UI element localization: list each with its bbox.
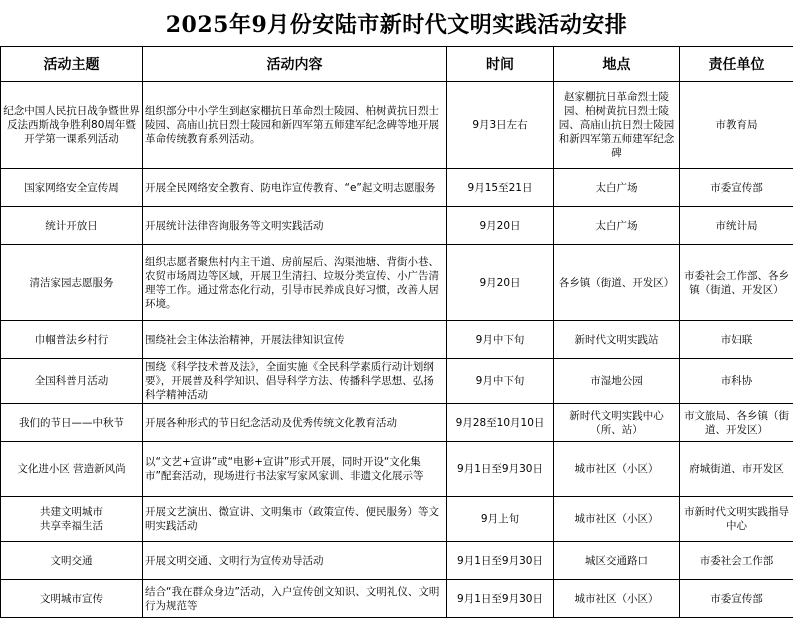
cell-time: 9月20日 — [447, 245, 554, 321]
cell-place: 市湿地公园 — [554, 359, 680, 404]
cell-place: 太白广场 — [554, 169, 680, 207]
cell-time: 9月3日左右 — [447, 82, 554, 169]
cell-place: 新时代文明实践中心（所、站） — [554, 404, 680, 442]
cell-place: 城市社区（小区） — [554, 580, 680, 618]
cell-time: 9月1日至9月30日 — [447, 442, 554, 497]
cell-unit: 市文旅局、各乡镇（街道、开发区） — [680, 404, 793, 442]
header-time: 时间 — [447, 47, 554, 82]
table-row — [1, 442, 793, 497]
cell-time: 9月28至10月10日 — [447, 404, 554, 442]
cell-place: 城区交通路口 — [554, 542, 680, 580]
cell-time: 9月上旬 — [447, 497, 554, 542]
table-row — [1, 169, 793, 207]
cell-content: 围绕《科学技术普及法》，全面实施《全民科学素质行动计划纲要》，开展普及科学知识、倡导科学方法、传播科学思想、弘扬科学精神活动 — [143, 359, 447, 404]
cell-content: 开展文艺演出、微宣讲、文明集市（政策宣传、便民服务）等文明实践活动 — [143, 497, 447, 542]
cell-content: 开展各种形式的节日纪念活动及优秀传统文化教育活动 — [143, 404, 447, 442]
cell-unit: 市委社会工作部 — [680, 542, 793, 580]
cell-place: 城市社区（小区） — [554, 442, 680, 497]
table-row — [1, 207, 793, 245]
table-row — [1, 542, 793, 580]
cell-theme: 巾帼普法乡村行 — [1, 321, 143, 359]
table-row — [1, 82, 793, 169]
page-title: 2025年9月份安陆市新时代文明实践活动安排 — [165, 11, 628, 38]
cell-theme: 文明交通 — [1, 542, 143, 580]
cell-place: 太白广场 — [554, 207, 680, 245]
cell-theme: 共建文明城市 共享幸福生活 — [1, 497, 143, 542]
cell-unit: 市教育局 — [680, 82, 793, 169]
header-content: 活动内容 — [143, 47, 447, 82]
cell-content: 开展文明交通、文明行为宣传劝导活动 — [143, 542, 447, 580]
cell-content: 围绕社会主体法治精神，开展法律知识宣传 — [143, 321, 447, 359]
cell-place: 城市社区（小区） — [554, 497, 680, 542]
table-row — [1, 359, 793, 404]
table-row — [1, 497, 793, 542]
table-row — [1, 321, 793, 359]
cell-content: 组织志愿者聚焦村内主干道、房前屋后、沟渠池塘、背街小巷、农贸市场周边等区域，开展卫生清扫、垃圾分类宣传、小广告清理等工作。通过常态化行动，引导市民养成良好习惯，改善人居环境。 — [143, 245, 447, 321]
cell-content: 以“文艺+宣讲”或“电影+宣讲”形式开展，同时开设“文化集市”配套活动，现场进行书法家写家风家训、非遗文化展示等 — [143, 442, 447, 497]
cell-theme: 清洁家园志愿服务 — [1, 245, 143, 321]
cell-place: 各乡镇（街道、开发区） — [554, 245, 680, 321]
cell-place: 新时代文明实践站 — [554, 321, 680, 359]
table-row — [1, 245, 793, 321]
cell-theme: 国家网络安全宣传周 — [1, 169, 143, 207]
header-place: 地点 — [554, 47, 680, 82]
activity-table — [0, 46, 793, 618]
cell-unit: 市委社会工作部、各乡镇（街道、开发区） — [680, 245, 793, 321]
cell-theme: 文化进小区 营造新风尚 — [1, 442, 143, 497]
cell-time: 9月15至21日 — [447, 169, 554, 207]
cell-time: 9月1日至9月30日 — [447, 580, 554, 618]
table-header-row — [1, 47, 793, 82]
table-row — [1, 580, 793, 618]
cell-unit: 府城街道、市开发区 — [680, 442, 793, 497]
cell-place: 赵家棚抗日革命烈士陵园、柏树黄抗日烈士陵园、高庙山抗日烈士陵园和新四军第五师建军纪念碑 — [554, 82, 680, 169]
cell-theme: 文明城市宣传 — [1, 580, 143, 618]
cell-unit: 市妇联 — [680, 321, 793, 359]
cell-unit: 市委宣传部 — [680, 169, 793, 207]
header-theme: 活动主题 — [1, 47, 143, 82]
cell-unit: 市委宣传部 — [680, 580, 793, 618]
cell-time: 9月1日至9月30日 — [447, 542, 554, 580]
cell-unit: 市新时代文明实践指导中心 — [680, 497, 793, 542]
cell-content: 开展全民网络安全教育、防电诈宣传教育、“e”起文明志愿服务 — [143, 169, 447, 207]
cell-unit: 市科协 — [680, 359, 793, 404]
cell-time: 9月中下旬 — [447, 359, 554, 404]
cell-unit: 市统计局 — [680, 207, 793, 245]
cell-content: 开展统计法律咨询服务等文明实践活动 — [143, 207, 447, 245]
cell-time: 9月20日 — [447, 207, 554, 245]
cell-time: 9月中下旬 — [447, 321, 554, 359]
cell-content: 组织部分中小学生到赵家棚抗日革命烈士陵园、柏树黄抗日烈士陵园、高庙山抗日烈士陵园和新四军第五师建军纪念碑等地开展革命传统教育系列活动。 — [143, 82, 447, 169]
cell-theme: 我们的节日——中秋节 — [1, 404, 143, 442]
cell-content: 结合“我在群众身边”活动，入户宣传创文知识、文明礼仪、文明行为规范等 — [143, 580, 447, 618]
cell-theme: 全国科普月活动 — [1, 359, 143, 404]
cell-theme: 纪念中国人民抗日战争暨世界反法西斯战争胜利80周年暨开学第一课系列活动 — [1, 82, 143, 169]
header-unit: 责任单位 — [680, 47, 793, 82]
cell-theme: 统计开放日 — [1, 207, 143, 245]
table-row — [1, 404, 793, 442]
